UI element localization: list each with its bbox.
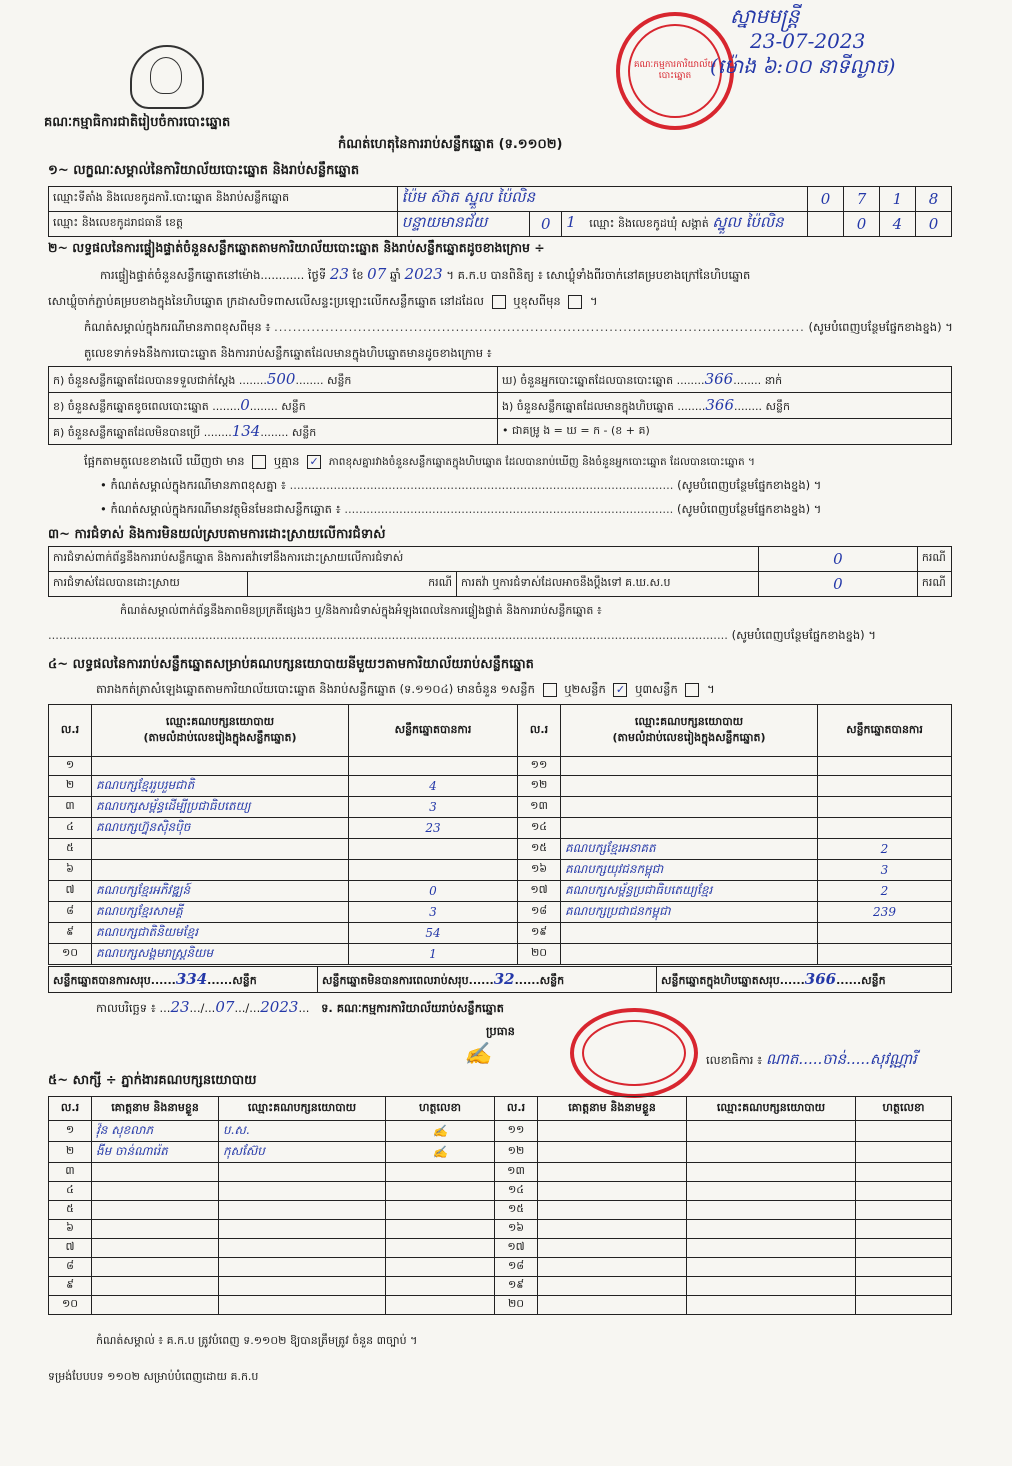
party-votes: 4	[349, 776, 518, 797]
table-row	[49, 1163, 952, 1182]
appeal-label: ការតវ៉ា ឬការជំទាស់ដែលអាចនឹងប្តឹងទៅ គ.ឃ.ស.ប	[457, 572, 759, 597]
difference-note: • កំណត់សម្គាល់ក្នុងករណីមានភាពខុសគ្នា ៖ ......................................................................................................... (សូមបំពេញបន្ថែមផ្នែកខាងខ្នង) ។	[100, 478, 822, 492]
total-valid-value: 334	[175, 969, 208, 988]
objections-table	[48, 546, 952, 597]
verification-day: 23	[329, 265, 349, 283]
section1-table	[48, 186, 952, 237]
voters-value: 366	[704, 369, 734, 388]
party-votes: 3	[349, 797, 518, 818]
witness-party: ប.ស.	[219, 1121, 386, 1142]
col-no-header: ល.រ	[495, 1097, 538, 1121]
party-name	[561, 776, 818, 797]
col-no-header: ល.រ	[518, 705, 561, 757]
tally-sheet-line: តារាងកត់ត្រាសំឡេងឆ្នោតតាមការិយាល័យបោះឆ្នោត និងរាប់សន្លឹកឆ្នោត (ទ.១១០៤) មានចំនួន ១សន្លឹក ឬ២សន្លឹក ✓ ឬ៣សន្លឹក ។	[96, 682, 715, 696]
party-votes	[349, 860, 518, 881]
location-label: ឈ្មោះទីតាំង និងលេខកូដការិ.បោះឆ្នោត និងរាប់សន្លឹកឆ្នោត	[49, 187, 398, 212]
witness-name	[92, 1239, 219, 1258]
row-number: ១៧	[518, 881, 561, 902]
difference-check-line: ផ្អែកតាមតួលេខខាងលើ ឃើញថា មាន ឬគ្មាន ✓ ភាពខុសគ្នារវាងចំនួនសន្លឹកឆ្នោតក្នុងហិបឆ្នោត ដែលបានរាប់ឃើញ និងចំនួនអ្នកបោះឆ្នោត ដែលបានបោះឆ្នោត ។	[84, 454, 755, 468]
footer-note: កំណត់សម្គាល់ ៖ គ.ក.ប ត្រូវបំពេញ ទ.១១០២ ឱ្យបានត្រឹមត្រូវ ចំនួន ៣ច្បាប់ ។	[96, 1334, 418, 1347]
party-name	[561, 757, 818, 776]
witness-signature	[386, 1277, 495, 1296]
row-number: ១០	[49, 944, 92, 965]
row-number: ៦	[49, 860, 92, 881]
table-row	[49, 1296, 952, 1315]
table-row	[49, 902, 952, 923]
party-votes: 23	[349, 818, 518, 839]
row-number: ១២	[495, 1142, 538, 1163]
row-number: ២	[49, 776, 92, 797]
row-number: ៨	[49, 902, 92, 923]
handwritten-date-note: ស្នាមមន្ត្រី 23-07-2023 (ម៉ោង ៦:០០ នាទីល្ងាច)	[710, 4, 896, 78]
witness-name	[92, 1201, 219, 1220]
witness-name	[538, 1277, 687, 1296]
form-page: គណៈកម្មាធិការជាតិរៀបចំការបោះឆ្នោត គណៈកម្មការការិយាល័យបោះឆ្នោត ស្នាមមន្ត្រី 23-07-2023 (ម៉ោង ៦:០០ នាទីល្ងាច) កំណត់ហេតុនៃការរាប់សន្លឹកឆ្នោត (ទ.១១០២) ១~ លក្ខណៈសម្គាល់នៃការិយាល័យបោះឆ្នោត និងរាប់សន្លឹកឆ្នោត ឈ្មោះទីតាំង និងលេខកូដការិ.បោះឆ្នោត និងរាប់សន្លឹកឆ្នោត ប៉ៃម ស៊ាត ស្នួល ប៉ៃលិន 0 7 1 8 ឈ្មោះ និងលេខកូដរាជធានី ខេត្ត បន្ទាយមានជ័យ 0 1 ឈ្មោះ និងលេខកូដឃុំ សង្កាត់ ស្នួល ប៉ៃលិន 0 4 0 ២~ លទ្ធផលនៃការផ្ទៀងផ្ទាត់ចំនួនសន្លឹកឆ្នោតតាមការិយាល័យបោះឆ្នោត និងរាប់សន្លឹកឆ្នោតដូចខាងក្រោម ÷ ការផ្ទៀងផ្ទាត់ចំនួនសន្លឹកឆ្នោតនៅម៉ោង............ ថ្ងៃទី 23 ខែ 07 ឆ្នាំ 2023 ។ គ.ក.ប បានពិនិត្យ ៖ សោឃ្លុំទាំងពីរចាក់នៅគម្របខាងក្រៅនៃហិបឆ្នោត សោឃ្លុំចាក់ភ្ជាប់គម្របខាងក្នុងនៃហិបឆ្នោត ក្រដាសបិទពាសលើសន្ទះប្រឡោះលើកសន្លឹកឆ្នោត នៅដដែល ឬខុសពីមុន ។ កំណត់សម្គាល់ក្នុងករណីមានភាពខុសពីមុន ៖ .................................................................................................................. (សូមបំពេញបន្ថែមផ្នែកខាងខ្នង) ។ តួលេខទាក់ទងនឹងការបោះឆ្នោត និងការរាប់សន្លឹកឆ្នោតដែលមានក្នុងហិបឆ្នោតមានដូចខាងក្រោម ៖ ក) ចំនួនសន្លឹកឆ្នោតដែលបានទទួលជាក់ស្តែង ........500........ សន្លឹក ឃ) ចំនួនអ្នកបោះឆ្នោតដែលបានបោះឆ្នោត ........366........ នាក់ ខ) ចំនួនសន្លឹកឆ្នោតខូចពេលបោះឆ្នោត ........0........ សន្លឹក ង) ចំនួនសន្លឹកឆ្នោតដែលមានក្នុងហិបឆ្នោត ........366........ សន្លឹក គ) ចំនួនសន្លឹកឆ្នោតដែលមិនបានប្រើ ........134........ សន្លឹក • ជាគម្រូ ង = ឃ = ក - (ខ + គ) ផ្អែកតាមតួលេខខាងលើ ឃើញថា មាន ឬគ្មាន ✓ ភាពខុសគ្នារវាងចំនួនសន្លឹកឆ្នោតក្នុងហិបឆ្នោត ដែលបានរាប់ឃើញ និងចំនួនអ្នកបោះឆ្នោត ដែលបានបោះឆ្នោត ។ • កំណត់សម្គាល់ក្នុងករណីមានភាពខុសគ្នា ៖ ......................................................................................................... (សូមបំពេញបន្ថែមផ្នែកខាងខ្នង) ។ • កំណត់សម្គាល់ក្នុងករណីមានវត្ថុមិនមែនជាសន្លឹកឆ្នោត ៖ .......................................................................................... (សូមបំពេញបន្ថែមផ្នែកខាងខ្នង) ។ ៣~ ការជំទាស់ និងការមិនយល់ស្របតាមការដោះស្រាយលើការជំទាស់ ការជំទាស់ពាក់ព័ន្ធនឹងការរាប់សន្លឹកឆ្នោត និងការតវ៉ាទៅនឹងការដោះស្រាយលើការជំទាស់ 0 ករណី ការជំទាស់ដែលបានដោះស្រាយ ករណី ការតវ៉ា ឬការជំទាស់ដែលអាចនឹងប្តឹងទៅ គ.ឃ.ស.ប 0 ករណី កំណត់សម្គាល់ពាក់ព័ន្ធនឹងភាពមិនប្រក្រតីផ្សេងៗ ឬ/និងការជំទាស់ក្នុងអំឡុងពេលនៃការផ្ទៀងផ្ទាត់ និងការរាប់សន្លឹកឆ្នោត ៖ .......................................................................................................................................................................................... (សូមបំពេញបន្ថែមផ្នែកខាងខ្នង) ។ ៤~ លទ្ធផលនៃការរាប់សន្លឹកឆ្នោតសម្រាប់គណបក្សនយោបាយនីមួយៗតាមការិយាល័យរាប់សន្លឹកឆ្នោត តារាងកត់ត្រាសំឡេងឆ្នោតតាមការិយាល័យបោះឆ្នោត និងរាប់សន្លឹកឆ្នោត (ទ.១១០៤) មានចំនួន ១សន្លឹក ឬ២សន្លឹក ✓ ឬ៣សន្លឹក ។ ល.រ ឈ្មោះគណបក្សនយោបាយ (តាមលំដាប់លេខរៀងក្នុងសន្លឹកឆ្នោត) សន្លឹកឆ្នោតបានការ ល.រ ឈ្មោះគណបក្សនយោបាយ (តាមលំដាប់លេខរៀងក្នុងសន្លឹកឆ្នោត) សន្លឹកឆ្នោតបានការ ១ ១១ ២ គណបក្សខ្មែររួបរួមជាតិ 4 ១២ ៣ គណបក្សសម្ព័ន្ធដើម្បីប្រជាធិបតេយ្យ 3 ១៣ ៤ គណបក្សហ្វ៊ុនស៊ិនប៉ិច 23 ១៤ ៥ ១៥ គណបក្សខ្មែរអនាគត 2 ៦ ១៦ គណបក្សយុវជនកម្ពុជា 3 ៧ គណបក្សខ្មែរអភិវឌ្ឍន៍ 0 ១៧ គណបក្សសម្ព័ន្ធប្រជាធិបតេយ្យខ្មែរ 2 ៨ គណបក្សខ្មែរសាមគ្គី 3 ១៨ គណបក្សប្រជាជនកម្ពុជា 239 ៩ គណបក្សជាតិនិយមខ្មែរ 54 ១៩ ១០ គណបក្សសង្គមរាស្ត្រនិយម 1 ២០ សន្លឹកឆ្នោតបានការសរុប......334......សន្លឹក សន្លឹកឆ្នោតមិនបានការពេលរាប់សរុប......32......សន្លឹក សន្លឹកឆ្នោតក្នុងហិបឆ្នោតសរុប......366......សន្លឹក កាលបរិច្ឆេទ ៖ ...23.../...07.../...2023... ទ. គណៈកម្មការការិយាល័យរាប់សន្លឹកឆ្នោត ប្រធាន ✍ លេខាធិការ ៖ ណាត.....ចាន់.....សុវណ្ណារី ៥~ សាក្សី ÷ ភ្នាក់ងារគណបក្សនយោបាយ ល.រ គោត្តនាម និងនាមខ្លួន ឈ្មោះគណបក្សនយោបាយ ហត្ថលេខា ល.រ គោត្តនាម និងនាមខ្លួន ឈ្មោះគណបក្សនយោបាយ ហត្ថលេខា ១ វ៉ុន សុខលាភ ប.ស. ✍ ១១ ២ ងីម ចាន់ណារ៉េត កុសស៊ែប ✍ ១២ ៣ ១៣ ៤ ១៤ ៥ ១៥ ៦ ១៦ ៧ ១៧ ៨ ១៨ ៩ ១៩ ១០ ២០ កំណត់សម្គាល់ ៖ គ.ក.ប ត្រូវបំពេញ ទ.១១០២ ឱ្យបានត្រឹមត្រូវ ចំនួន ៣ច្បាប់ ។ ទម្រង់បែបបទ ១១០២ សម្រាប់បំពេញដោយ គ.ក.ប	[0, 0, 1012, 1466]
row-number: ៨	[49, 1258, 92, 1277]
verification-month: 07	[367, 265, 387, 283]
verification-line: ការផ្ទៀងផ្ទាត់ចំនួនសន្លឹកឆ្នោតនៅម៉ោង............ ថ្ងៃទី 23 ខែ 07 ឆ្នាំ 2023 ។ គ.ក.ប បានពិនិត្យ ៖ សោឃ្លុំទាំងពីរចាក់នៅគម្របខាងក្រៅនៃហិបឆ្នោត	[100, 265, 751, 283]
party-votes: 2	[818, 839, 952, 860]
commune-code-digit: 4	[879, 212, 915, 237]
one-sheet-checkbox[interactable]	[543, 683, 557, 697]
row-number: ៣	[49, 797, 92, 818]
row-number: ១	[49, 1121, 92, 1142]
party-name	[92, 839, 349, 860]
form-title: កំណត់ហេតុនៃការរាប់សន្លឹកឆ្នោត (ទ.១១០២)	[338, 137, 563, 152]
witness-name	[538, 1258, 687, 1277]
witness-party	[687, 1201, 856, 1220]
col-votes-header: សន្លឹកឆ្នោតបានការ	[349, 705, 518, 757]
witness-name	[538, 1121, 687, 1142]
col-party-header: ឈ្មោះគណបក្សនយោបាយ (តាមលំដាប់លេខរៀងក្នុងសន្លឹកឆ្នោត)	[92, 705, 349, 757]
witness-signature	[386, 1239, 495, 1258]
party-votes	[818, 944, 952, 965]
total-box-cell: សន្លឹកឆ្នោតក្នុងហិបឆ្នោតសរុប......366......សន្លឹក	[657, 967, 952, 993]
changed-checkbox[interactable]	[568, 295, 582, 309]
resolved-unit: ករណី	[248, 572, 457, 597]
received-ballots-row: ក) ចំនួនសន្លឹកឆ្នោតដែលបានទទួលជាក់ស្តែង ........500........ សន្លឹក	[49, 367, 498, 393]
nec-logo-icon	[130, 45, 204, 109]
witness-name	[538, 1163, 687, 1182]
row-number: ៩	[49, 923, 92, 944]
total-box-value: 366	[804, 969, 837, 988]
witness-party	[687, 1258, 856, 1277]
table-row	[49, 944, 952, 965]
witness-party	[687, 1163, 856, 1182]
row-number: ៧	[49, 1239, 92, 1258]
party-name	[561, 797, 818, 818]
date-day: 23	[170, 998, 190, 1016]
objection-count: 0	[758, 547, 917, 572]
party-votes: 3	[349, 902, 518, 923]
total-invalid-cell: សន្លឹកឆ្នោតមិនបានការពេលរាប់សរុប......32......សន្លឹក	[318, 967, 657, 993]
form-footer: ទម្រង់បែបបទ ១១០២ សម្រាប់បំពេញដោយ គ.ក.ប	[48, 1370, 259, 1383]
party-name: គណបក្សសម្ព័ន្ធប្រជាធិបតេយ្យខ្មែរ	[561, 881, 818, 902]
witness-party	[219, 1277, 386, 1296]
spoiled-ballots-value: 0	[240, 395, 250, 414]
witness-name	[92, 1163, 219, 1182]
witness-signature	[386, 1182, 495, 1201]
party-votes: 239	[818, 902, 952, 923]
total-valid-cell: សន្លឹកឆ្នោតបានការសរុប......334......សន្លឹក	[49, 967, 318, 993]
col-sign-header: ហត្ថលេខា	[386, 1097, 495, 1121]
location-code-digit: 0	[807, 187, 843, 212]
stamp-text: គណៈកម្មការការិយាល័យបោះឆ្នោត	[633, 60, 717, 81]
witness-signature	[856, 1121, 952, 1142]
table-row	[49, 1220, 952, 1239]
witness-party	[687, 1277, 856, 1296]
voters-row: ឃ) ចំនួនអ្នកបោះឆ្នោតដែលបានបោះឆ្នោត ........366........ នាក់	[498, 367, 952, 393]
table-row	[49, 1201, 952, 1220]
row-number: ១១	[495, 1121, 538, 1142]
location-code-digit: 8	[915, 187, 951, 212]
party-votes: 54	[349, 923, 518, 944]
commune-code-digit: 0	[843, 212, 879, 237]
party-name	[561, 944, 818, 965]
section2-title: ២~ លទ្ធផលនៃការផ្ទៀងផ្ទាត់ចំនួនសន្លឹកឆ្នោតតាមការិយាល័យបោះឆ្នោត និងរាប់សន្លឹកឆ្នោតដូចខាងក្រោម ÷	[48, 240, 545, 255]
row-number: ១១	[518, 757, 561, 776]
witness-signature: ✍	[386, 1142, 495, 1163]
witness-name	[538, 1220, 687, 1239]
witness-signature	[856, 1201, 952, 1220]
results-table	[48, 704, 952, 965]
witness-signature	[386, 1220, 495, 1239]
witness-signature	[386, 1201, 495, 1220]
table-row	[49, 797, 952, 818]
secretary-name: ណាត.....ចាន់.....សុវណ្ណារី	[765, 1050, 917, 1068]
commune-code-digit: 0	[915, 212, 951, 237]
witness-signature	[856, 1163, 952, 1182]
province-label: ឈ្មោះ និងលេខកូដរាជធានី ខេត្ត	[49, 212, 398, 237]
col-name-header: គោត្តនាម និងនាមខ្លួន	[92, 1097, 219, 1121]
table-row	[49, 1239, 952, 1258]
party-name: គណបក្សយុវជនកម្ពុជា	[561, 860, 818, 881]
resolved-label: ការជំទាស់ដែលបានដោះស្រាយ	[49, 572, 248, 597]
witness-signature	[856, 1296, 952, 1315]
formula-row: • ជាគម្រូ ង = ឃ = ក - (ខ + គ)	[498, 419, 952, 445]
ballot-figures-table	[48, 366, 952, 445]
totals-table	[48, 966, 952, 993]
row-number: ៥	[49, 1201, 92, 1220]
row-number: ១៨	[518, 902, 561, 923]
witness-name	[92, 1258, 219, 1277]
party-name: គណបក្សសម្ព័ន្ធដើម្បីប្រជាធិបតេយ្យ	[92, 797, 349, 818]
row-number: ១៨	[495, 1258, 538, 1277]
row-number: ១០	[49, 1296, 92, 1315]
witness-party	[687, 1121, 856, 1142]
witness-party	[219, 1201, 386, 1220]
row-number: ១៦	[518, 860, 561, 881]
province-value: បន្ទាយមានជ័យ	[397, 212, 530, 237]
witness-name	[538, 1142, 687, 1163]
col-no-header: ល.រ	[49, 705, 92, 757]
unused-ballots-value: 134	[231, 421, 261, 440]
witness-party	[687, 1182, 856, 1201]
unused-ballots-row: គ) ចំនួនសន្លឹកឆ្នោតដែលមិនបានប្រើ ........134........ សន្លឹក	[49, 419, 498, 445]
commission-stamp-icon	[570, 1008, 698, 1098]
spoiled-ballots-row: ខ) ចំនួនសន្លឹកឆ្នោតខូចពេលបោះឆ្នោត ........0........ សន្លឹក	[49, 393, 498, 419]
non-ballot-note: • កំណត់សម្គាល់ក្នុងករណីមានវត្ថុមិនមែនជាសន្លឹកឆ្នោត ៖ .......................................................................................... (សូមបំពេញបន្ថែមផ្នែកខាងខ្នង) ។	[100, 502, 822, 516]
location-code-digit: 7	[843, 187, 879, 212]
witness-name	[538, 1239, 687, 1258]
row-number: ៥	[49, 839, 92, 860]
party-name: គណបក្សសង្គមរាស្ត្រនិយម	[92, 944, 349, 965]
seal-status-line: សោឃ្លុំចាក់ភ្ជាប់គម្របខាងក្នុងនៃហិបឆ្នោត ក្រដាសបិទពាសលើសន្ទះប្រឡោះលើកសន្លឹកឆ្នោត នៅដដែល ឬខុសពីមុន ។	[48, 294, 598, 308]
appeal-count: 0	[758, 572, 917, 597]
section5-title: ៥~ សាក្សី ÷ ភ្នាក់ងារគណបក្សនយោបាយ	[48, 1073, 257, 1088]
witness-party	[219, 1163, 386, 1182]
row-number: ១៥	[518, 839, 561, 860]
chair-signature: ✍	[464, 1042, 492, 1067]
irregularities-note: កំណត់សម្គាល់ពាក់ព័ន្ធនឹងភាពមិនប្រក្រតីផ្សេងៗ ឬ/និងការជំទាស់ក្នុងអំឡុងពេលនៃការផ្ទៀងផ្ទាត់ និងការរាប់សន្លឹកឆ្នោត ៖	[120, 604, 602, 617]
province-code-digit: 0	[530, 212, 562, 237]
row-number: ១៩	[495, 1277, 538, 1296]
table-row	[49, 1182, 952, 1201]
witness-signature	[386, 1296, 495, 1315]
row-number: ៩	[49, 1277, 92, 1296]
chair-label: ប្រធាន	[486, 1024, 515, 1038]
col-party-header: ឈ្មោះគណបក្សនយោបាយ	[219, 1097, 386, 1121]
witness-name	[538, 1182, 687, 1201]
party-name	[92, 860, 349, 881]
party-votes	[818, 818, 952, 839]
party-votes	[349, 839, 518, 860]
row-number: ១៧	[495, 1239, 538, 1258]
commune-label: ឈ្មោះ និងលេខកូដឃុំ សង្កាត់	[589, 217, 709, 230]
province-code-digit: 1	[566, 213, 576, 231]
organization-name: គណៈកម្មាធិការជាតិរៀបចំការបោះឆ្នោត	[44, 115, 231, 130]
witness-party	[219, 1258, 386, 1277]
table-row	[49, 757, 952, 776]
party-name: គណបក្សប្រជាជនកម្ពុជា	[561, 902, 818, 923]
witness-signature	[856, 1277, 952, 1296]
difference-yes-checkbox[interactable]	[252, 455, 266, 469]
witness-name	[92, 1182, 219, 1201]
table-row	[49, 860, 952, 881]
witness-party	[219, 1220, 386, 1239]
col-sign-header: ហត្ថលេខា	[856, 1097, 952, 1121]
objection-label: ការជំទាស់ពាក់ព័ន្ធនឹងការរាប់សន្លឹកឆ្នោត និងការតវ៉ាទៅនឹងការដោះស្រាយលើការជំទាស់	[49, 547, 759, 572]
party-name	[92, 757, 349, 776]
row-number: ៧	[49, 881, 92, 902]
table-row	[49, 881, 952, 902]
witness-signature	[856, 1142, 952, 1163]
signing-date-line: កាលបរិច្ឆេទ ៖ ...23.../...07.../...2023... ទ. គណៈកម្មការការិយាល័យរាប់សន្លឹកឆ្នោត	[96, 998, 504, 1016]
witness-signature	[856, 1258, 952, 1277]
table-row	[49, 1277, 952, 1296]
table-row	[49, 839, 952, 860]
section1-title: ១~ លក្ខណៈសម្គាល់នៃការិយាល័យបោះឆ្នោត និងរាប់សន្លឹកឆ្នោត	[48, 163, 360, 178]
row-number: ៣	[49, 1163, 92, 1182]
location-value: ប៉ៃម ស៊ាត ស្នួល ប៉ៃលិន	[397, 187, 807, 212]
col-party-header: ឈ្មោះគណបក្សនយោបាយ (តាមលំដាប់លេខរៀងក្នុងសន្លឹកឆ្នោត)	[561, 705, 818, 757]
figures-intro: តួលេខទាក់ទងនឹងការបោះឆ្នោត និងការរាប់សន្លឹកឆ្នោតដែលមានក្នុងហិបឆ្នោតមានដូចខាងក្រោម ៖	[84, 346, 492, 360]
unchanged-checkbox[interactable]	[492, 295, 506, 309]
col-name-header: គោត្តនាម និងនាមខ្លួន	[538, 1097, 687, 1121]
witness-name: ងីម ចាន់ណារ៉េត	[92, 1142, 219, 1163]
row-number: ១៩	[518, 923, 561, 944]
row-number: ១៦	[495, 1220, 538, 1239]
witness-name	[92, 1277, 219, 1296]
witness-table	[48, 1096, 952, 1315]
party-votes: 1	[349, 944, 518, 965]
witness-party	[687, 1296, 856, 1315]
total-invalid-value: 32	[493, 969, 515, 988]
witness-signature	[386, 1163, 495, 1182]
table-row	[49, 1121, 952, 1142]
received-ballots-value: 500	[266, 369, 296, 388]
table-row	[49, 776, 952, 797]
table-row	[49, 923, 952, 944]
witness-name	[92, 1296, 219, 1315]
witness-name	[538, 1296, 687, 1315]
row-number: ២០	[495, 1296, 538, 1315]
party-votes: 2	[818, 881, 952, 902]
party-votes: 3	[818, 860, 952, 881]
row-number: ២	[49, 1142, 92, 1163]
witness-signature	[856, 1239, 952, 1258]
witness-name	[92, 1220, 219, 1239]
party-votes: 0	[349, 881, 518, 902]
row-number: ១៥	[495, 1201, 538, 1220]
party-name	[561, 818, 818, 839]
row-number: ៦	[49, 1220, 92, 1239]
three-sheets-checkbox[interactable]	[685, 683, 699, 697]
witness-party	[219, 1182, 386, 1201]
witness-party	[687, 1220, 856, 1239]
table-row	[49, 1258, 952, 1277]
table-row	[49, 818, 952, 839]
col-no-header: ល.រ	[49, 1097, 92, 1121]
col-party-header: ឈ្មោះគណបក្សនយោបាយ	[687, 1097, 856, 1121]
row-number: ៤	[49, 818, 92, 839]
party-votes	[818, 757, 952, 776]
party-name: គណបក្សហ្វ៊ុនស៊ិនប៉ិច	[92, 818, 349, 839]
witness-signature: ✍	[386, 1121, 495, 1142]
witness-party	[687, 1142, 856, 1163]
witness-name	[538, 1201, 687, 1220]
section3-title: ៣~ ការជំទាស់ និងការមិនយល់ស្របតាមការដោះស្រាយលើការជំទាស់	[48, 527, 386, 542]
row-number: ១២	[518, 776, 561, 797]
secretary-line: លេខាធិការ ៖ ណាត.....ចាន់.....សុវណ្ណារី	[706, 1050, 917, 1068]
witness-name: វ៉ុន សុខលាភ	[92, 1121, 219, 1142]
appeal-unit: ករណី	[917, 572, 951, 597]
witness-signature	[856, 1220, 952, 1239]
row-number: ២០	[518, 944, 561, 965]
witness-party	[219, 1239, 386, 1258]
party-votes	[349, 757, 518, 776]
party-name	[561, 923, 818, 944]
date-month: 07	[215, 998, 235, 1016]
row-number: ១៤	[495, 1182, 538, 1201]
witness-signature	[386, 1258, 495, 1277]
party-name: គណបក្សខ្មែរសាមគ្គី	[92, 902, 349, 923]
difference-note-line: កំណត់សម្គាល់ក្នុងករណីមានភាពខុសពីមុន ៖ .................................................................................................................. (សូមបំពេញបន្ថែមផ្នែកខាងខ្នង) ។	[84, 320, 953, 334]
row-number: ១៣	[495, 1163, 538, 1182]
witness-party	[219, 1296, 386, 1315]
party-votes	[818, 923, 952, 944]
location-code-digit: 1	[879, 187, 915, 212]
witness-signature	[856, 1182, 952, 1201]
objection-unit: ករណី	[917, 547, 951, 572]
verification-year: 2023	[404, 265, 443, 283]
section4-title: ៤~ លទ្ធផលនៃការរាប់សន្លឹកឆ្នោតសម្រាប់គណបក្សនយោបាយនីមួយៗតាមការិយាល័យរាប់សន្លឹកឆ្នោត	[48, 657, 534, 672]
party-name: គណបក្សខ្មែរអនាគត	[561, 839, 818, 860]
difference-no-checkbox[interactable]: ✓	[307, 455, 321, 469]
row-number: ១៤	[518, 818, 561, 839]
party-votes	[818, 797, 952, 818]
table-row	[49, 1142, 952, 1163]
party-name: គណបក្សខ្មែរអភិវឌ្ឍន៍	[92, 881, 349, 902]
box-ballots-value: 366	[705, 395, 734, 414]
col-votes-header: សន្លឹកឆ្នោតបានការ	[818, 705, 952, 757]
commune-value: ស្នួល ប៉ៃលិន	[712, 213, 784, 231]
row-number: ១	[49, 757, 92, 776]
party-name: គណបក្សជាតិនិយមខ្មែរ	[92, 923, 349, 944]
party-name: គណបក្សខ្មែររួបរួមជាតិ	[92, 776, 349, 797]
row-number: ៤	[49, 1182, 92, 1201]
date-year: 2023	[260, 998, 299, 1016]
witness-party	[687, 1239, 856, 1258]
party-votes	[818, 776, 952, 797]
witness-party: កុសស៊ែប	[219, 1142, 386, 1163]
row-number: ១៣	[518, 797, 561, 818]
two-sheets-checkbox[interactable]: ✓	[613, 683, 627, 697]
box-ballots-row: ង) ចំនួនសន្លឹកឆ្នោតដែលមានក្នុងហិបឆ្នោត ........366........ សន្លឹក	[498, 393, 952, 419]
